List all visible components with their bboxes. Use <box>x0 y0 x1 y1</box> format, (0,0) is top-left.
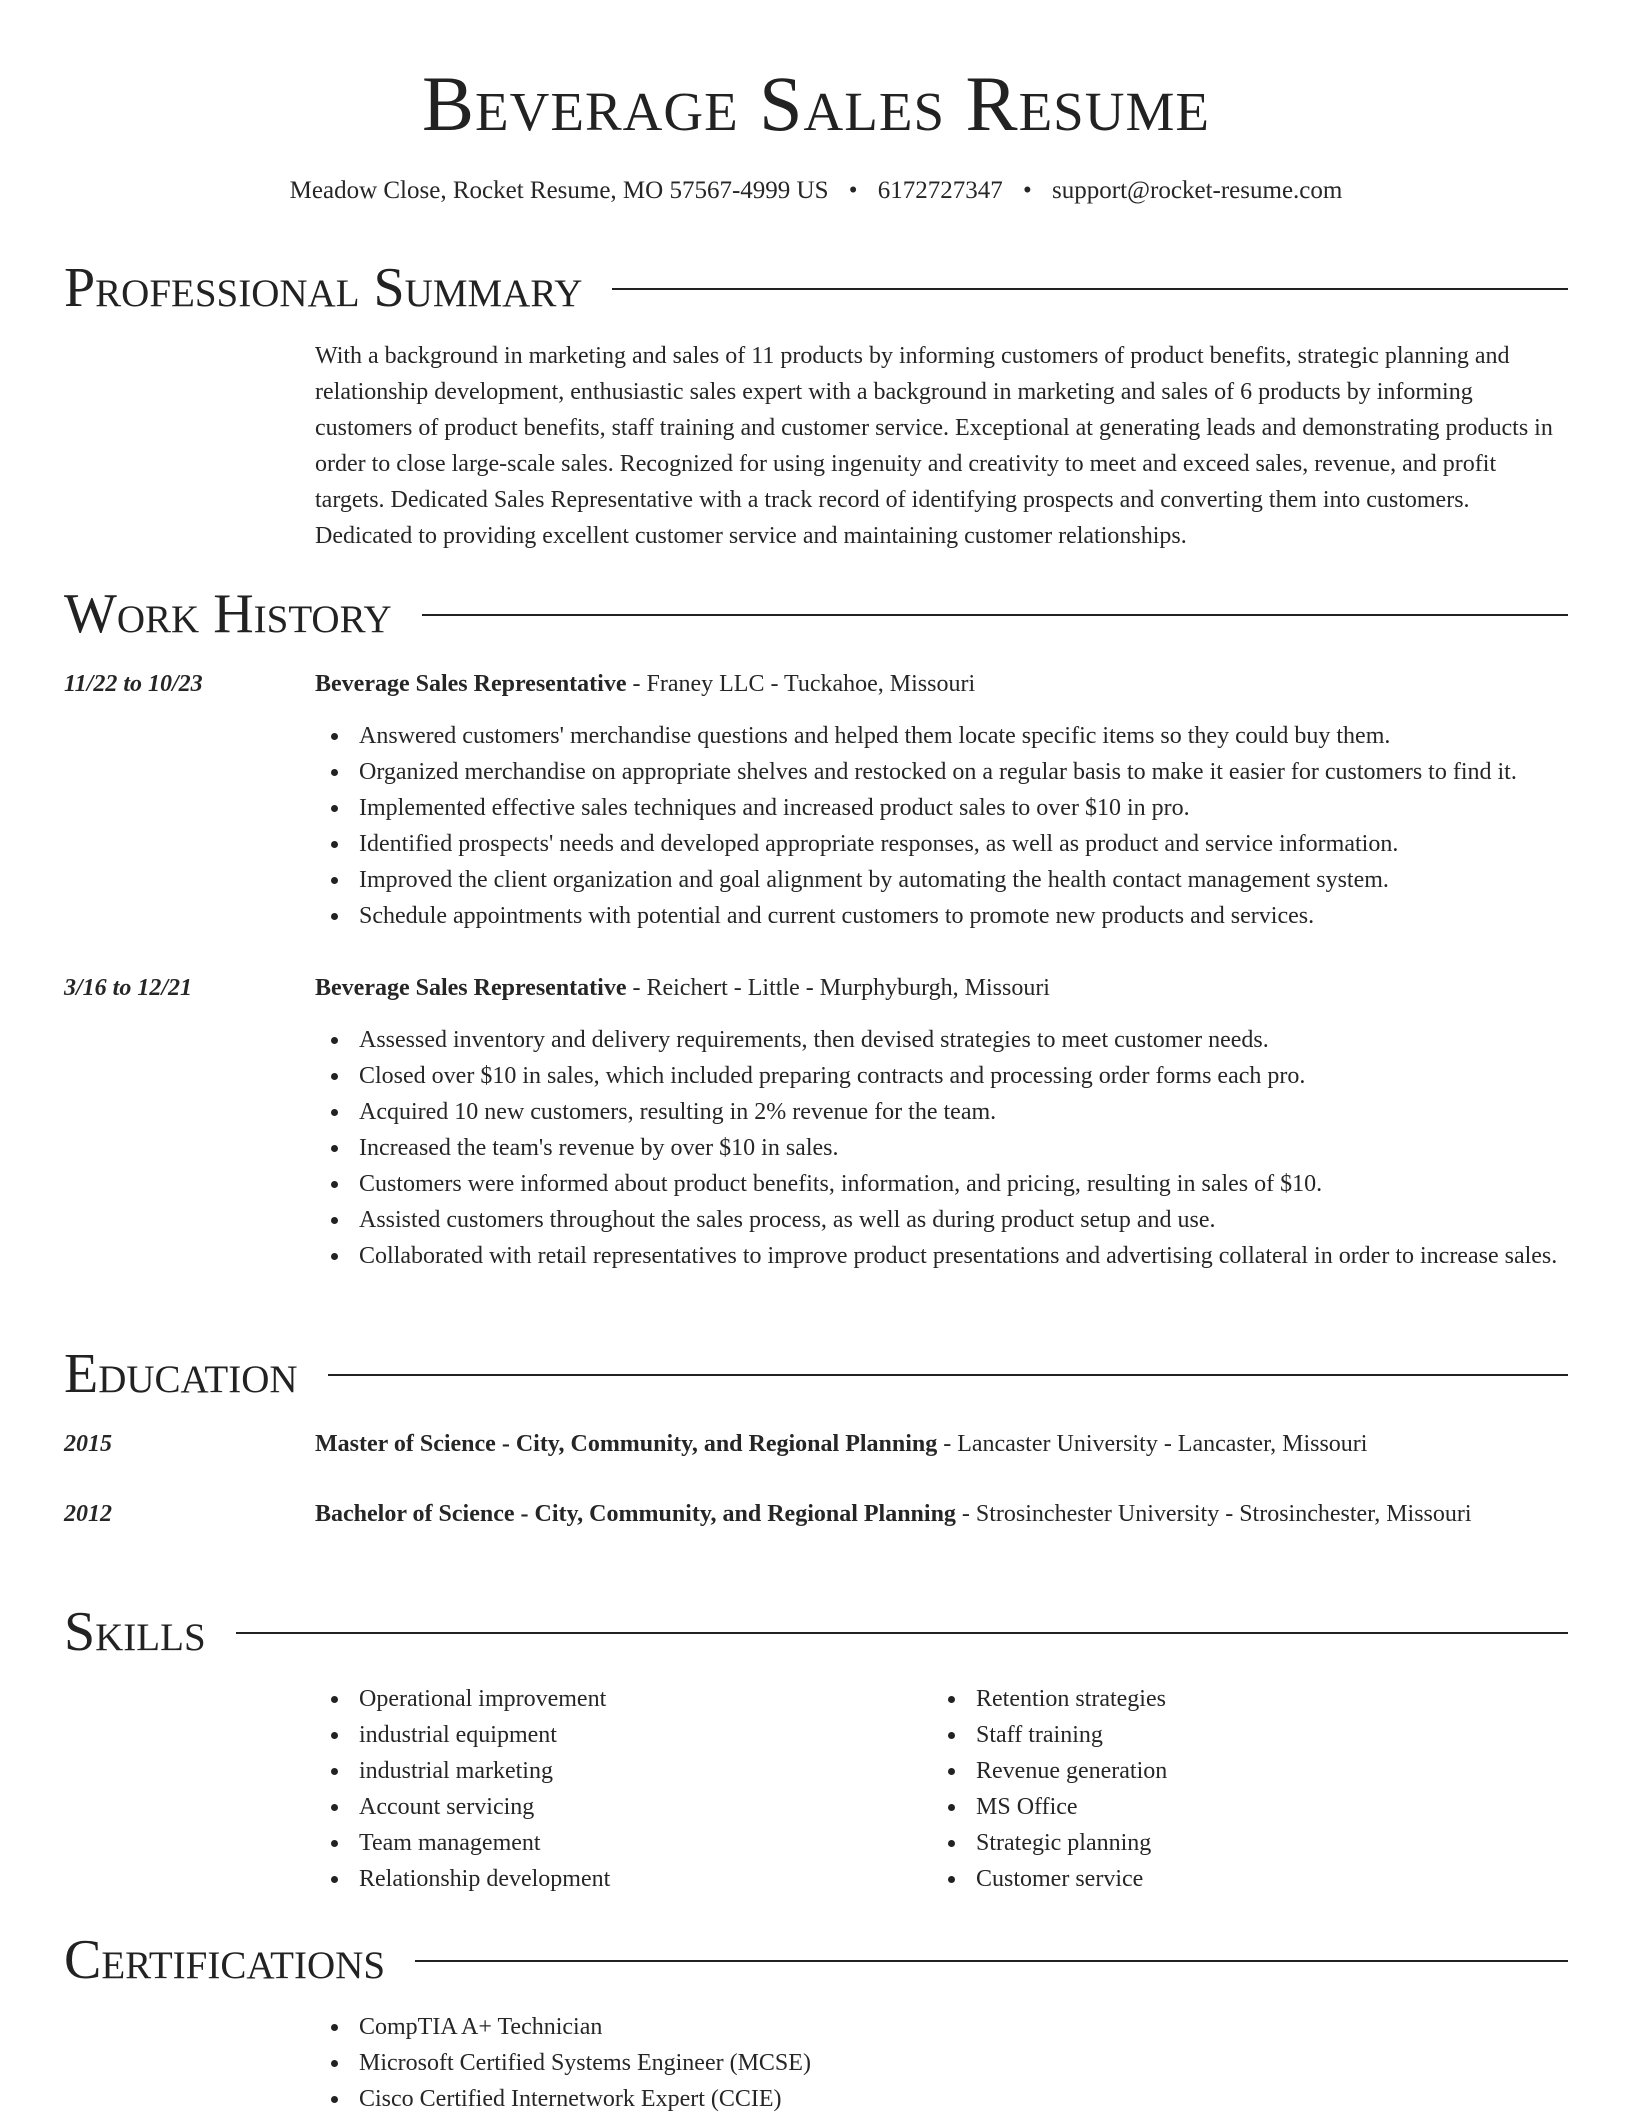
skills-section-title: Skills <box>64 1601 206 1663</box>
education-year: 2015 <box>64 1431 112 1457</box>
skill-item: Operational improvement <box>315 1681 932 1717</box>
job-dates: 11/22 to 10/23 <box>64 671 203 697</box>
certification-item: Cisco Certified Internetwork Expert (CCIE) <box>315 2081 1568 2112</box>
job-bullet: Assessed inventory and delivery requirements, then devised strategies to meet customer needs. <box>315 1022 1568 1058</box>
job-bullet: Improved the client organization and goal alignment by automating the health contact management system. <box>315 862 1568 898</box>
section-divider <box>415 1960 1568 1962</box>
skill-item: Staff training <box>932 1717 1549 1753</box>
education-details: - Lancaster University - Lancaster, Missouri <box>937 1431 1368 1457</box>
skills-column-left <box>315 1681 932 1897</box>
certifications-section-header <box>64 1930 1568 1990</box>
job-bullets <box>64 1022 1568 1274</box>
skill-item: Account servicing <box>315 1789 932 1825</box>
work-section-header <box>64 584 1568 644</box>
summary-text: With a background in marketing and sales of 11 products by informing customers of product benefits, strategic planning and relationship development, enthusiastic sales expert with a background in marketing and sales of 6 products by informing customers of product benefits, staff training and customer service. Exceptional at generating leads and demonstrating products in order to close large-scale sales. Recognized for using ingenuity and creativity to meet and exceed sales, revenue, and profit targets. Dedicated Sales Representative with a track record of identifying prospects and converting them into customers. Dedicated to providing excellent customer service and maintaining customer relationships. <box>315 343 1553 549</box>
skill-item: Retention strategies <box>932 1681 1549 1717</box>
skill-item: Customer service <box>932 1861 1549 1897</box>
education-entry <box>64 1424 1568 1464</box>
section-divider <box>612 288 1568 290</box>
job-title-line <box>315 970 1568 1006</box>
education-degree: Bachelor of Science - City, Community, and Regional Planning <box>315 1501 956 1527</box>
job-bullet: Implemented effective sales techniques and increased product sales to over $10 in pro. <box>315 790 1568 826</box>
job-header <box>64 970 1568 1006</box>
job-bullet: Answered customers' merchandise questions and helped them locate specific items so they could buy them. <box>315 718 1568 754</box>
certifications-block <box>64 2009 1568 2112</box>
education-title-line <box>315 1424 1568 1464</box>
job-dates: 3/16 to 12/21 <box>64 975 193 1001</box>
job-header <box>64 666 1568 702</box>
contact-separator: • <box>848 177 858 204</box>
job-bullets <box>64 718 1568 934</box>
job-bullet: Acquired 10 new customers, resulting in 2% revenue for the team. <box>315 1094 1568 1130</box>
certifications-section-title: Certifications <box>64 1929 386 1991</box>
education-entry <box>64 1494 1568 1534</box>
education-degree: Master of Science - City, Community, and Regional Planning <box>315 1431 938 1457</box>
skill-item: industrial marketing <box>315 1753 932 1789</box>
resume-name: Beverage Sales Resume <box>422 60 1210 147</box>
contact-line <box>0 175 1632 207</box>
job-bullet: Closed over $10 in sales, which included preparing contracts and processing order forms each pro. <box>315 1058 1568 1094</box>
skill-item: MS Office <box>932 1789 1549 1825</box>
job-entry <box>64 970 1568 1274</box>
work-section-title: Work History <box>64 583 392 645</box>
education-row <box>64 1424 1568 1464</box>
summary-section-title: Professional Summary <box>64 257 583 319</box>
section-divider <box>236 1632 1568 1634</box>
skill-item: industrial equipment <box>315 1717 932 1753</box>
summary-block <box>64 338 1568 554</box>
job-details: - Franey LLC - Tuckahoe, Missouri <box>626 671 976 697</box>
skills-grid <box>64 1681 1568 1897</box>
education-section-title: Education <box>64 1343 298 1405</box>
skills-block <box>64 1681 1568 1897</box>
summary-section-header <box>64 258 1568 318</box>
job-details: - Reichert - Little - Murphyburgh, Missouri <box>626 975 1050 1001</box>
job-bullet: Schedule appointments with potential and current customers to promote new products and services. <box>315 898 1568 934</box>
job-title-line <box>315 666 1568 702</box>
contact-phone: 6172727347 <box>877 177 1003 204</box>
education-details: - Strosinchester University - Strosinchester, Missouri <box>955 1501 1472 1527</box>
section-divider <box>328 1374 1568 1376</box>
certifications-list <box>64 2009 1568 2112</box>
education-title-line <box>315 1494 1568 1534</box>
section-divider <box>422 614 1568 616</box>
education-row <box>64 1494 1568 1534</box>
certification-item: Microsoft Certified Systems Engineer (MCSE) <box>315 2045 1568 2081</box>
skill-item: Strategic planning <box>932 1825 1549 1861</box>
skill-item: Relationship development <box>315 1861 932 1897</box>
skill-item: Revenue generation <box>932 1753 1549 1789</box>
job-bullet: Collaborated with retail representatives to improve product presentations and advertising collateral in order to increase sales. <box>315 1238 1568 1274</box>
certification-item: CompTIA A+ Technician <box>315 2009 1568 2045</box>
skills-section-header <box>64 1602 1568 1662</box>
job-bullet: Customers were informed about product benefits, information, and pricing, resulting in sales of $10. <box>315 1166 1568 1202</box>
skill-item: Team management <box>315 1825 932 1861</box>
job-bullet: Organized merchandise on appropriate shelves and restocked on a regular basis to make it easier for customers to find it. <box>315 754 1568 790</box>
skills-column-right <box>932 1681 1549 1897</box>
job-bullet: Assisted customers throughout the sales process, as well as during product setup and use. <box>315 1202 1568 1238</box>
job-bullet: Increased the team's revenue by over $10 in sales. <box>315 1130 1568 1166</box>
contact-address: Meadow Close, Rocket Resume, MO 57567-4999 US <box>289 177 829 204</box>
contact-separator: • <box>1023 177 1032 204</box>
job-position: Beverage Sales Representative <box>315 975 627 1001</box>
job-bullet: Identified prospects' needs and developed appropriate responses, as well as product and service information. <box>315 826 1568 862</box>
job-entry <box>64 666 1568 934</box>
education-section-header <box>64 1344 1568 1404</box>
job-position: Beverage Sales Representative <box>315 671 627 697</box>
contact-email: support@rocket-resume.com <box>1052 177 1343 204</box>
education-year: 2012 <box>64 1501 112 1527</box>
